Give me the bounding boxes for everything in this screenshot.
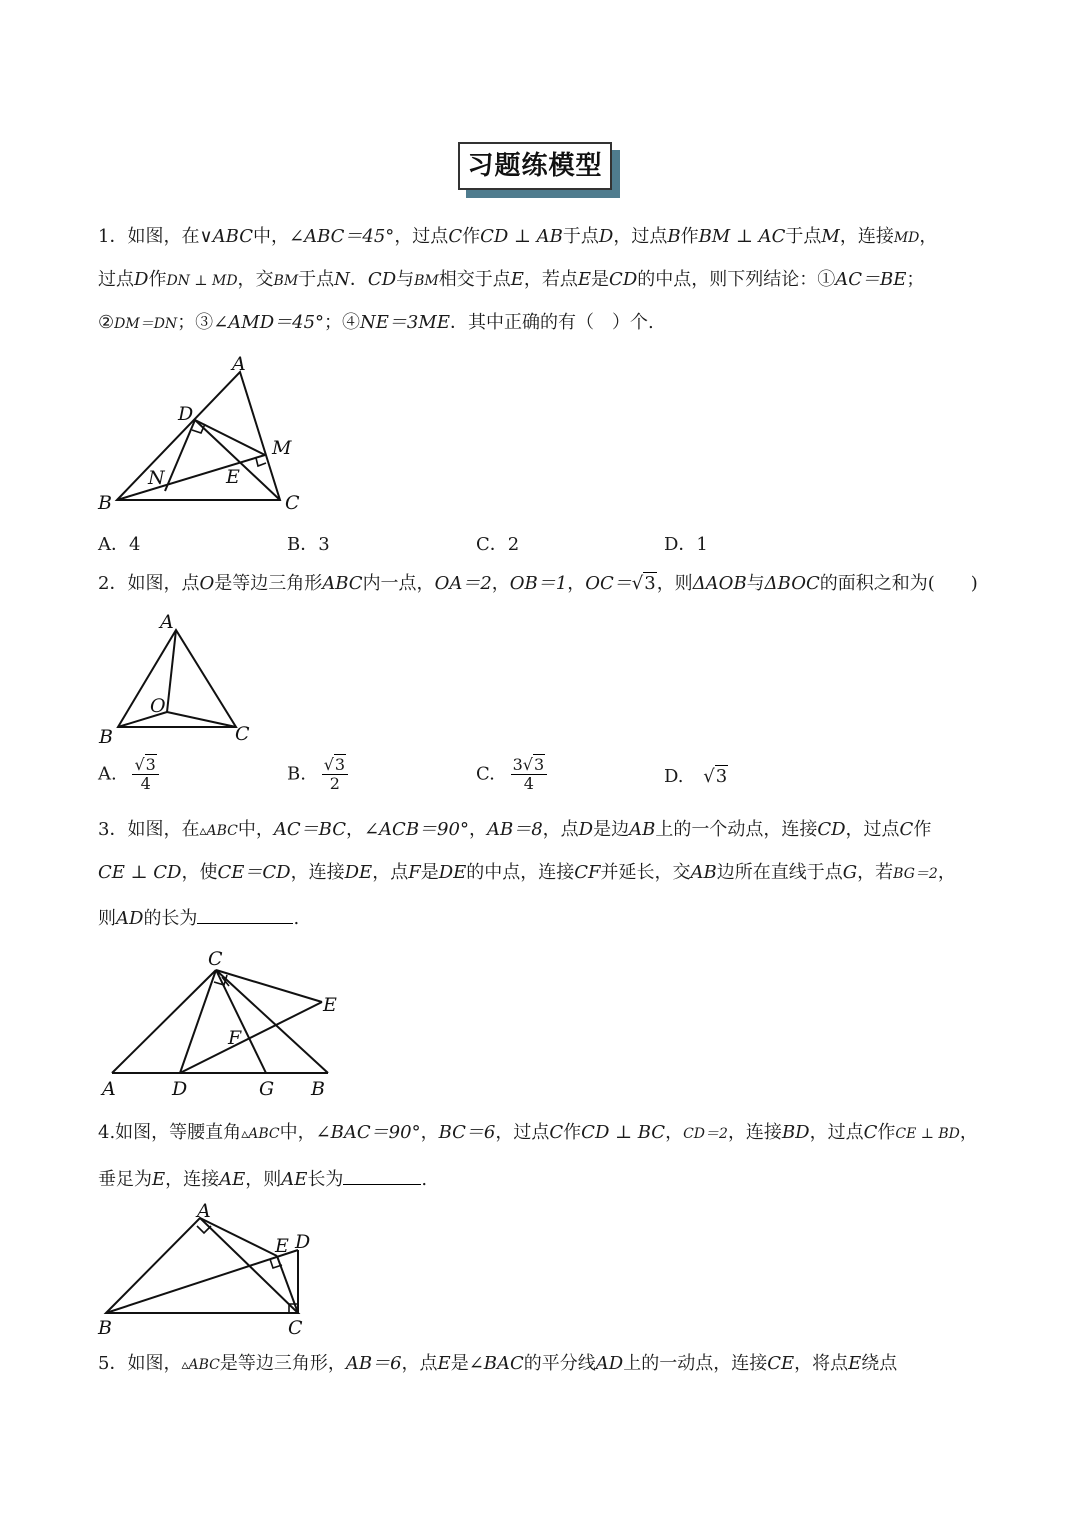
q3-label-C: C bbox=[208, 948, 223, 970]
q2-option-b[interactable]: B. $\frac{√3}{2}$ bbox=[287, 756, 348, 793]
q5-line1: 5．如图，▵ABC是等边三角形，AB＝6，点E是∠BAC的平分线AD上的一动点，连接CE，将点E绕点 bbox=[98, 1353, 898, 1374]
q3-label-D: D bbox=[172, 1078, 188, 1100]
q3-label-G: G bbox=[259, 1078, 275, 1100]
title-text: 习题练模型 bbox=[458, 142, 612, 190]
q2-label-B: B bbox=[99, 726, 113, 748]
q3-line3: 则AD的长为 . bbox=[98, 905, 299, 930]
q1-line1: 1．如图，在∨ABC中，∠ABC＝45°，过点C作CD ⊥ AB于点D，过点B作BM ⊥ AC于点M，连接MD， bbox=[98, 226, 938, 247]
q1-label-A: A bbox=[232, 353, 246, 375]
q4-line2: 垂足为E，连接AE，则AE长为 . bbox=[98, 1166, 427, 1191]
q3-label-A: A bbox=[102, 1078, 116, 1100]
q3-line2: CE ⊥ CD，使CE＝CD，连接DE，点F是DE的中点，连接CF并延长，交AB边所在直线于点G，若BG＝2， bbox=[98, 862, 956, 883]
q1-label-C: C bbox=[285, 492, 300, 514]
q2-label-A: A bbox=[160, 611, 174, 633]
q2-line1: 2．如图，点O是等边三角形ABC内一点，OA＝2，OB＝1，OC＝√3，则ΔAOB与ΔBOC的面积之和为( ) bbox=[98, 573, 978, 594]
q2-option-a[interactable]: A. $\frac{√3}{4}$ bbox=[98, 756, 159, 793]
q1-line2: 过点D作DN ⊥ MD，交BM于点N．CD与BM相交于点E，若点E是CD的中点，则下列结论：①AC＝BE； bbox=[98, 269, 925, 290]
q2-option-c[interactable]: C. $\frac{3√3}{4}$ bbox=[476, 756, 547, 793]
q4-label-D: D bbox=[295, 1231, 311, 1253]
q1-label-E: E bbox=[226, 466, 240, 488]
q3-label-E: E bbox=[323, 994, 337, 1016]
q2-label-O: O bbox=[150, 695, 166, 717]
q1-option-b[interactable]: B．3 bbox=[287, 534, 330, 555]
q4-label-E: E bbox=[275, 1235, 289, 1257]
q1-label-B: B bbox=[98, 492, 112, 514]
q1-option-a[interactable]: A．4 bbox=[98, 534, 141, 555]
q1-label-D: D bbox=[178, 403, 194, 425]
q1-label-M: M bbox=[272, 437, 292, 459]
q3-line1: 3．如图，在▵ABC中，AC＝BC，∠ACB＝90°，AB＝8，点D是边AB上的一个动点，连接CD，过点C作 bbox=[98, 819, 932, 840]
q1-line3: ②DM＝DN；③∠AMD＝45°；④NE＝3ME．其中正确的有（ ）个. bbox=[98, 312, 654, 333]
q3-label-F: F bbox=[228, 1027, 242, 1049]
q4-answer-blank[interactable] bbox=[343, 1166, 421, 1185]
q2-option-d[interactable]: D. √3 bbox=[664, 766, 728, 787]
q4-label-C: C bbox=[288, 1317, 303, 1339]
q1-option-c[interactable]: C．2 bbox=[476, 534, 520, 555]
section-title bbox=[458, 142, 612, 190]
q4-label-A: A bbox=[197, 1200, 211, 1222]
q3-label-B: B bbox=[311, 1078, 325, 1100]
q4-label-B: B bbox=[98, 1317, 112, 1339]
q3-answer-blank[interactable] bbox=[197, 905, 293, 924]
q2-label-C: C bbox=[235, 723, 250, 745]
q1-option-d[interactable]: D．1 bbox=[664, 534, 708, 555]
q4-line1: 4.如图，等腰直角▵ABC中，∠BAC＝90°，BC＝6，过点C作CD ⊥ BC，CD＝2，连接BD，过点C作CE ⊥ BD， bbox=[98, 1122, 978, 1143]
q1-label-N: N bbox=[148, 467, 165, 489]
